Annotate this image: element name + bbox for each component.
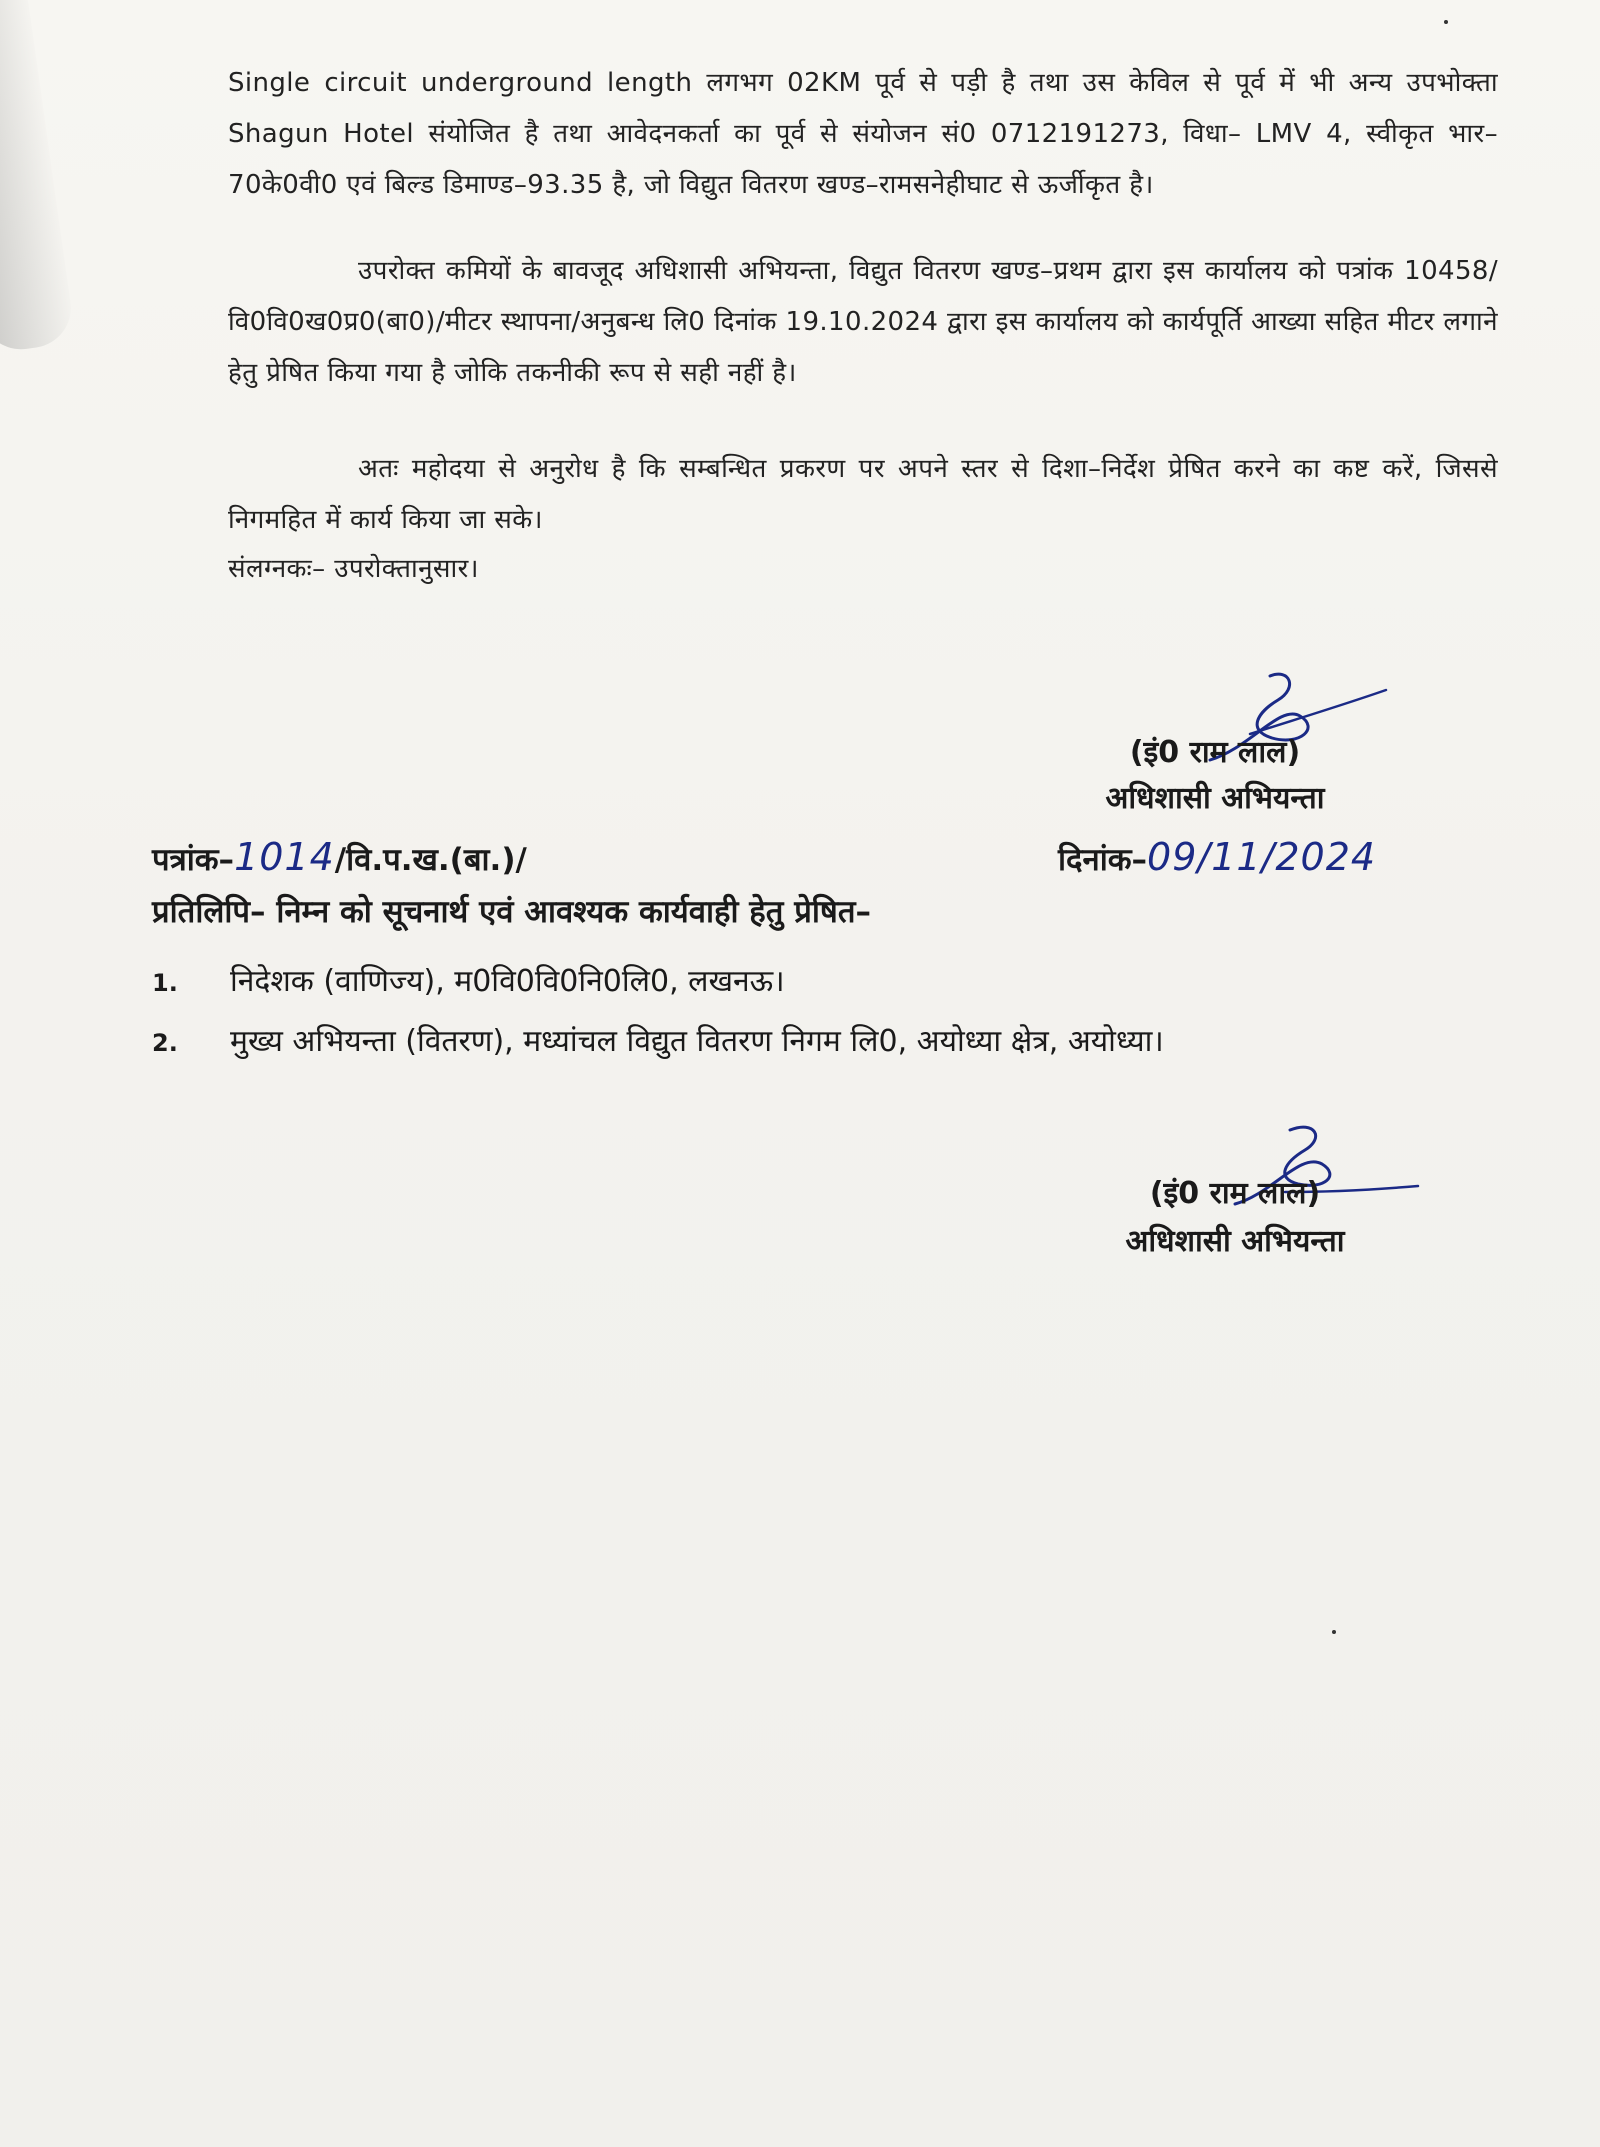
body-paragraph-3-text: अतः महोदया से अनुरोध है कि सम्बन्धित प्रकरण पर अपने स्तर से दिशा–निर्देश प्रेषित करने का कष्ट करें, जिससे निगमहित में कार्य किया जा सके। [228, 454, 1498, 535]
list-item-text: निदेशक (वाणिज्य), म0वि0वि0नि0लि0, लखनऊ। [230, 964, 785, 999]
reference-number-row [152, 835, 527, 880]
copy-to-list [152, 958, 1164, 1078]
list-item-number: 1. [152, 969, 178, 997]
signatory-designation: अधिशासी अभियन्ता [1105, 781, 1325, 816]
list-item-text: मुख्य अभियन्ता (वितरण), मध्यांचल विद्युत वितरण निगम लि0, अयोध्या क्षेत्र, अयोध्या। [230, 1024, 1164, 1059]
signatory-designation: अधिशासी अभियन्ता [1125, 1224, 1345, 1259]
copy-to-heading: प्रतिलिपि– निम्न को सूचनार्थ एवं आवश्यक कार्यवाही हेतु प्रेषित– [152, 894, 871, 930]
date-label: दिनांक– [1058, 842, 1148, 878]
signature-block-2 [1090, 1170, 1380, 1266]
body-paragraph-1: Single circuit underground length लगभग 02KM पूर्व से पड़ी है तथा उस केविल से पूर्व में भी अन्य उपभोक्ता Shagun Hotel संयोजित है तथा आवेदनकर्ता का पूर्व से संयोजन सं0 0712191273, विधा– LMV 4, स्वीकृत भार–70के0वी0 एवं बिल्ड डिमाण्ड–93.35 है, जो विद्युत वितरण खण्ड–रामसनेहीघाट से ऊर्जीकृत है। [228, 68, 1498, 200]
list-item [152, 1018, 1164, 1078]
body-paragraph-2 [228, 246, 1498, 399]
date-row [1058, 835, 1376, 880]
paper-speck [1444, 20, 1448, 24]
list-item-number: 2. [152, 1029, 178, 1057]
list-item [152, 958, 1164, 1018]
enclosure-note: संलग्नकः– उपरोक्तानुसार। [228, 554, 479, 584]
reference-number-handwritten: 1014 [234, 835, 335, 879]
signatory-name: (इं0 राम लाल) [1149, 1176, 1321, 1211]
signatory-name: (इं0 राम लाल) [1129, 735, 1301, 770]
body-paragraph-2-text: उपरोक्त कमियों के बावजूद अधिशासी अभियन्ता, विद्युत वितरण खण्ड–प्रथम द्वारा इस कार्यालय को पत्रांक 10458/वि0वि0ख0प्र0(बा0)/मीटर स्थापना/अनुबन्ध लि0 दिनांक 19.10.2024 द्वारा इस कार्यालय को कार्यपूर्ति आख्या सहित मीटर लगाने हेतु प्रेषित किया गया है जोकि तकनीकी रूप से सही नहीं है। [228, 256, 1498, 388]
reference-label: पत्रांक– [152, 842, 235, 878]
signature-block-1 [1070, 730, 1360, 822]
reference-suffix: /वि.प.ख.(बा.)/ [334, 842, 527, 878]
body-paragraph-3 [228, 444, 1498, 546]
date-handwritten: 09/11/2024 [1147, 835, 1377, 879]
paper-speck [1332, 1630, 1336, 1634]
page-fold-shadow [0, 0, 76, 354]
